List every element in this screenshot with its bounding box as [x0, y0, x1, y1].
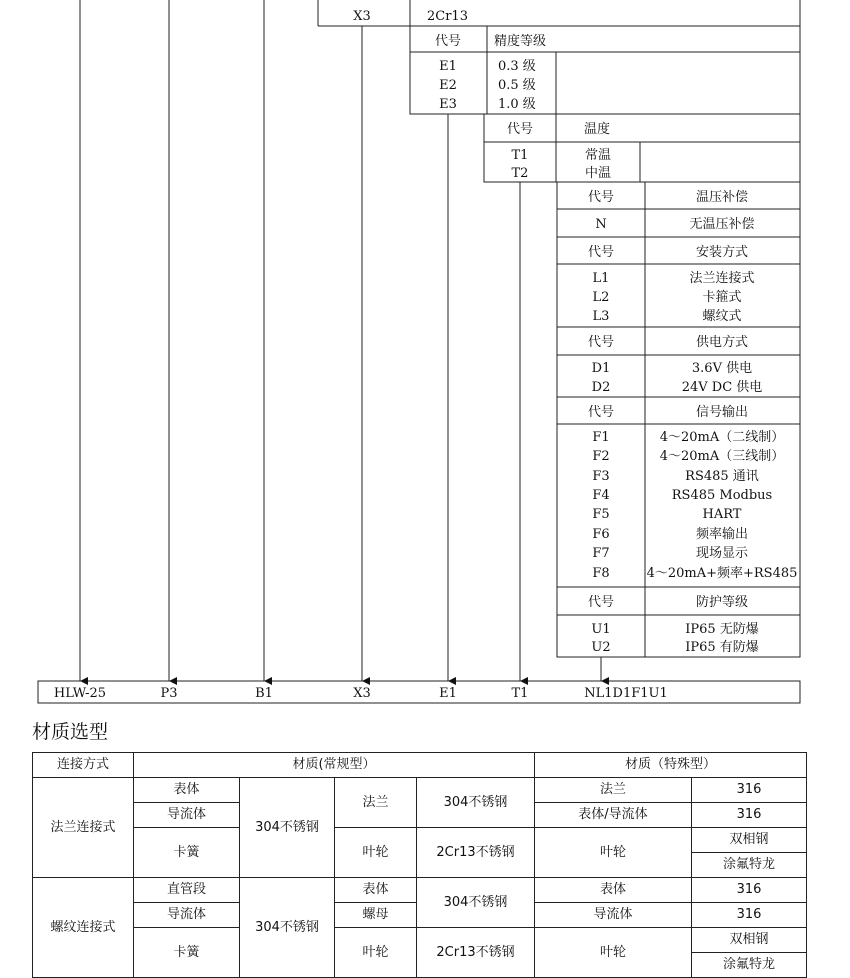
special-material: 双相钢 [692, 928, 807, 953]
protection-code: U2 [591, 640, 611, 655]
protection-header-name: 防护等级 [695, 595, 749, 610]
special-material: 涂氟特龙 [692, 953, 807, 978]
model-segment: B1 [255, 686, 273, 701]
header-special: 材质（特殊型） [535, 753, 807, 778]
special-part: 表体 [535, 878, 692, 903]
accuracy-code: E2 [439, 78, 457, 93]
signal-code: F5 [592, 507, 610, 522]
compensation-code: N [595, 217, 607, 232]
signal-code: F6 [592, 527, 610, 542]
install-code: L2 [592, 290, 610, 305]
part-material: 304不锈钢 [240, 878, 335, 978]
top-label: 2Cr13 [427, 9, 468, 24]
signal-code: F8 [592, 566, 610, 581]
install-value: 卡箍式 [702, 290, 742, 305]
protection-header-code: 代号 [587, 595, 615, 610]
part: 螺母 [335, 903, 417, 928]
table-row [33, 928, 807, 953]
signal-value: 4～20mA（三线制） [659, 449, 785, 464]
signal-code: F4 [592, 488, 610, 503]
part-material: 2Cr13不锈钢 [417, 928, 535, 978]
model-segment: HLW-25 [53, 686, 107, 701]
signal-code: F1 [592, 430, 610, 445]
model-segment: T1 [511, 686, 529, 701]
protection-value: IP65 无防爆 [685, 622, 759, 637]
header-normal: 材质(常规型） [134, 753, 535, 778]
special-part: 法兰 [535, 778, 692, 803]
connect-type: 法兰连接式 [33, 778, 134, 878]
top-code: X3 [353, 9, 371, 24]
material-table [32, 752, 807, 978]
temperature-code: T1 [511, 148, 529, 163]
model-segment: NL1D1F1U1 [584, 686, 668, 701]
model-segment: P3 [160, 686, 178, 701]
install-header-code: 代号 [587, 245, 615, 260]
special-part: 叶轮 [535, 828, 692, 878]
table-header-row [33, 753, 807, 778]
part: 导流体 [134, 803, 240, 828]
part: 卡簧 [134, 828, 240, 878]
temperature-value: 常温 [584, 148, 612, 163]
signal-value: RS485 通讯 [685, 469, 759, 484]
special-material: 316 [692, 803, 807, 828]
power-code: D1 [591, 361, 611, 376]
install-code: L1 [592, 271, 610, 286]
accuracy-header-name: 精度等级 [494, 34, 547, 49]
table-row [33, 778, 807, 803]
special-part: 表体/导流体 [535, 803, 692, 828]
part-material: 2Cr13不锈钢 [417, 828, 535, 878]
material-section-title: 材质选型 [32, 721, 109, 743]
signal-header-name: 信号输出 [695, 405, 749, 420]
special-material: 双相钢 [692, 828, 807, 853]
special-part: 叶轮 [535, 928, 692, 978]
install-code: L3 [592, 309, 610, 324]
part: 表体 [134, 778, 240, 803]
part: 卡簧 [134, 928, 240, 978]
part: 导流体 [134, 903, 240, 928]
accuracy-value: 0.5 级 [498, 78, 536, 93]
header-connect: 连接方式 [33, 753, 134, 778]
install-value: 螺纹式 [702, 309, 742, 324]
part: 表体 [335, 878, 417, 903]
signal-value: RS485 Modbus [671, 488, 773, 503]
signal-value: 频率输出 [695, 527, 749, 542]
part-material: 304不锈钢 [417, 878, 535, 928]
special-material: 316 [692, 778, 807, 803]
special-material: 316 [692, 878, 807, 903]
accuracy-header-code: 代号 [434, 34, 462, 49]
protection-value: IP65 有防爆 [685, 640, 759, 655]
power-value: 24V DC 供电 [681, 380, 763, 395]
accuracy-value: 0.3 级 [498, 59, 536, 74]
accuracy-code: E3 [439, 97, 457, 112]
part: 叶轮 [335, 828, 417, 878]
part: 叶轮 [335, 928, 417, 978]
temperature-value: 中温 [584, 166, 612, 181]
signal-value: 现场显示 [695, 546, 749, 561]
special-material: 涂氟特龙 [692, 853, 807, 878]
compensation-header-code: 代号 [587, 190, 615, 205]
signal-code: F3 [592, 469, 610, 484]
signal-value: 4～20mA+频率+RS485 [646, 566, 798, 581]
install-header-name: 安装方式 [695, 245, 749, 260]
accuracy-value: 1.0 级 [498, 97, 536, 112]
part-material: 304不锈钢 [417, 778, 535, 828]
temperature-header-name: 温度 [584, 122, 611, 137]
special-material: 316 [692, 903, 807, 928]
install-value: 法兰连接式 [689, 271, 755, 286]
power-value: 3.6V 供电 [691, 361, 753, 376]
part-material: 304不锈钢 [240, 778, 335, 878]
power-header-code: 代号 [587, 335, 615, 350]
table-row [33, 878, 807, 903]
compensation-header-name: 温压补偿 [695, 190, 749, 205]
signal-value: 4～20mA（二线制） [659, 430, 785, 445]
signal-header-code: 代号 [587, 405, 615, 420]
connect-type: 螺纹连接式 [33, 878, 134, 978]
power-header-name: 供电方式 [695, 335, 749, 350]
temperature-header-code: 代号 [506, 122, 534, 137]
accuracy-code: E1 [439, 59, 457, 74]
temperature-code: T2 [511, 166, 529, 181]
signal-value: HART [702, 507, 742, 522]
model-segment: E1 [439, 686, 457, 701]
table-row [33, 828, 807, 853]
part: 直管段 [134, 878, 240, 903]
signal-code: F2 [592, 449, 610, 464]
special-part: 导流体 [535, 903, 692, 928]
power-code: D2 [591, 380, 611, 395]
protection-code: U1 [591, 622, 611, 637]
compensation-value: 无温压补偿 [689, 217, 755, 232]
part: 法兰 [335, 778, 417, 828]
signal-code: F7 [592, 546, 610, 561]
model-segment: X3 [353, 686, 371, 701]
